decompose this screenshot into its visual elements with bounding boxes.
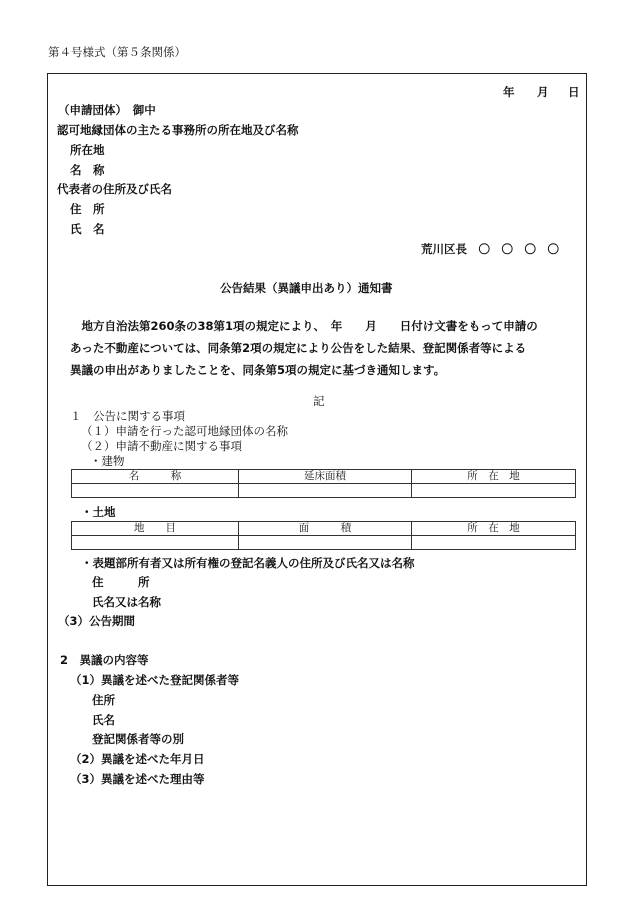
- building-label: ・建物: [90, 454, 125, 468]
- date-year: 年: [503, 85, 515, 99]
- land-cell-area: [239, 536, 412, 550]
- publication-period-label: （3）公告期間: [58, 614, 136, 628]
- date-day: 日: [568, 85, 580, 99]
- section1-heading: １ 公告に関する事項: [70, 409, 185, 423]
- entity-location-label: 所在地: [70, 143, 105, 157]
- representative-heading: 代表者の住所及び氏名: [57, 182, 172, 196]
- notice-form-frame: [47, 73, 587, 886]
- building-header-floor-area: 延床面積: [239, 470, 412, 484]
- entity-heading: 認可地縁団体の主たる事務所の所在地及び名称: [57, 123, 299, 137]
- land-header-location: 所 在 地: [412, 522, 576, 536]
- representative-address-label: 住 所: [70, 202, 105, 216]
- table-row: [72, 536, 576, 550]
- building-cell-floor-area: [239, 484, 412, 498]
- objector-category-label: 登記関係者等の別: [92, 732, 184, 746]
- owner-address-label: 住 所: [92, 575, 150, 589]
- building-cell-name: [72, 484, 239, 498]
- body-paragraph: [70, 315, 576, 381]
- body-line-2: あった不動産については、同条第2項の規定により公告をした結果、登記関係者等による: [70, 341, 527, 355]
- objector-address-label: 住所: [92, 693, 115, 707]
- land-header-area: 面 積: [239, 522, 412, 536]
- sender-mayor: 荒川区長 〇 〇 〇 〇: [421, 242, 559, 256]
- table-row: [72, 470, 576, 484]
- objector-name-label: 氏名: [92, 713, 115, 727]
- body-line-1: 地方自治法第260条の38第1項の規定により、 年 月 日付け文書をもって申請の: [70, 319, 538, 333]
- ki-marker: 記: [313, 394, 325, 408]
- land-cell-location: [412, 536, 576, 550]
- section2-item2: （2）異議を述べた年月日: [70, 752, 205, 766]
- section2-item3: （3）異議を述べた理由等: [70, 772, 205, 786]
- land-label: ・土地: [81, 505, 116, 519]
- land-cell-category: [72, 536, 239, 550]
- owner-name-label: 氏名又は名称: [92, 595, 161, 609]
- section1-item1: （１）申請を行った認可地縁団体の名称: [81, 424, 288, 438]
- body-line-3: 異議の申出がありましたことを、同条第5項の規定に基づき通知します。: [70, 363, 446, 377]
- land-table: [71, 521, 576, 550]
- addressee: （申請団体） 御中: [58, 103, 156, 117]
- building-table: [71, 469, 576, 498]
- table-row: [72, 484, 576, 498]
- representative-name-label: 氏 名: [70, 222, 105, 236]
- building-header-location: 所 在 地: [412, 470, 576, 484]
- section2-heading: 2 異議の内容等: [60, 653, 149, 667]
- entity-name-label: 名 称: [70, 163, 105, 177]
- section2-item1: （1）異議を述べた登記関係者等: [70, 673, 239, 687]
- land-header-category: 地 目: [72, 522, 239, 536]
- table-row: [72, 522, 576, 536]
- building-cell-location: [412, 484, 576, 498]
- building-header-name: 名 称: [72, 470, 239, 484]
- owner-heading: ・表題部所有者又は所有権の登記名義人の住所及び氏名又は名称: [81, 556, 415, 570]
- document-title: 公告結果（異議申出あり）通知書: [220, 281, 393, 295]
- date-month: 月: [537, 85, 549, 99]
- section1-item2: （２）申請不動産に関する事項: [81, 439, 242, 453]
- form-number-label: 第４号様式（第５条関係）: [48, 45, 186, 59]
